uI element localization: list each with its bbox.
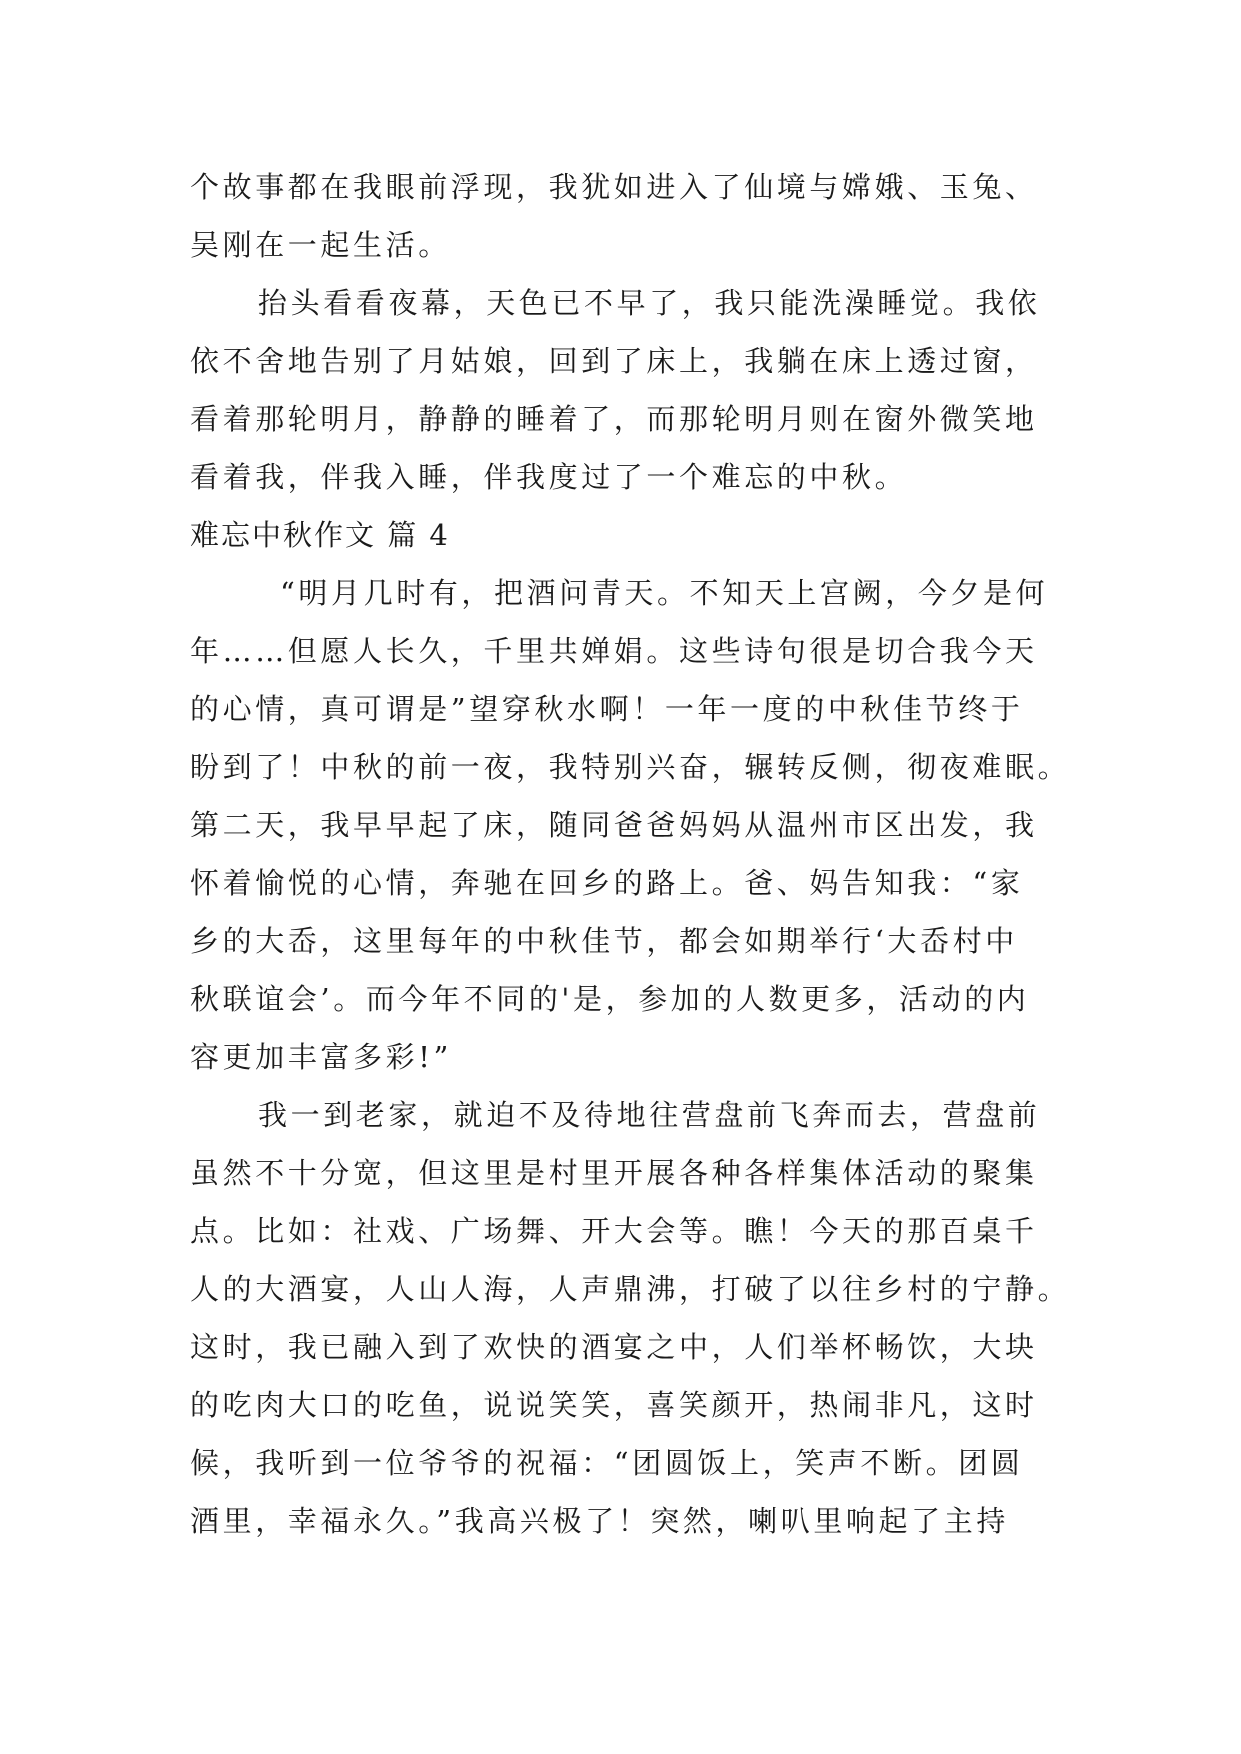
text-line: 的心情，真可谓是”望穿秋水啊！一年一度的中秋佳节终于 bbox=[190, 692, 1024, 726]
text-line: 人的大酒宴，人山人海，人声鼎沸，打破了以往乡村的宁静。 bbox=[190, 1272, 1071, 1306]
text-line: 依不舍地告别了月姑娘，回到了床上，我躺在床上透过窗， bbox=[190, 344, 1038, 378]
text-line: 乡的大岙，这里每年的中秋佳节，都会如期举行‘大岙村中 bbox=[190, 924, 1018, 958]
text-line: 的吃肉大口的吃鱼，说说笑笑，喜笑颜开，热闹非凡，这时 bbox=[190, 1388, 1038, 1422]
text-line: 酒里，幸福永久。”我高兴极了！突然，喇叭里响起了主持 bbox=[190, 1504, 1009, 1538]
text-line: 我一到老家，就迫不及待地往营盘前飞奔而去，营盘前 bbox=[258, 1098, 1041, 1132]
text-line: 容更加丰富多彩!” bbox=[190, 1040, 452, 1074]
text-line: 看着那轮明月，静静的睡着了，而那轮明月则在窗外微笑地 bbox=[190, 402, 1038, 436]
text-line: 这时，我已融入到了欢快的酒宴之中，人们举杯畅饮，大块 bbox=[190, 1330, 1038, 1364]
text-line: 年……但愿人长久，千里共婵娟。这些诗句很是切合我今天 bbox=[190, 634, 1038, 668]
text-line: 盼到了！中秋的前一夜，我特别兴奋，辗转反侧，彻夜难眠。 bbox=[190, 750, 1071, 784]
text-line: 个故事都在我眼前浮现，我犹如进入了仙境与嫦娥、玉兔、 bbox=[190, 170, 1038, 204]
text-line: 怀着愉悦的心情，奔驰在回乡的路上。爸、妈告知我：“家 bbox=[190, 866, 1024, 900]
text-line: 点。比如：社戏、广场舞、开大会等。瞧！今天的那百桌千 bbox=[190, 1214, 1038, 1248]
section-heading: 难忘中秋作文 篇 4 bbox=[190, 518, 450, 552]
text-line: 看着我，伴我入睡，伴我度过了一个难忘的中秋。 bbox=[190, 460, 908, 494]
text-line: 第二天，我早早起了床，随同爸爸妈妈从温州市区出发，我 bbox=[190, 808, 1038, 842]
text-line: 吴刚在一起生活。 bbox=[190, 228, 451, 262]
text-line: 虽然不十分宽，但这里是村里开展各种各样集体活动的聚集 bbox=[190, 1156, 1038, 1190]
document-body bbox=[190, 158, 1070, 1550]
text-line: 秋联谊会’。而今年不同的'是，参加的人数更多，活动的内 bbox=[190, 982, 1030, 1016]
text-line: “明月几时有，把酒问青天。不知天上宫阙，今夕是何 bbox=[280, 576, 1049, 610]
text-line: 候，我听到一位爷爷的祝福：“团圆饭上，笑声不断。团圆 bbox=[190, 1446, 1024, 1480]
text-line: 抬头看看夜幕，天色已不早了，我只能洗澡睡觉。我依 bbox=[258, 286, 1041, 320]
